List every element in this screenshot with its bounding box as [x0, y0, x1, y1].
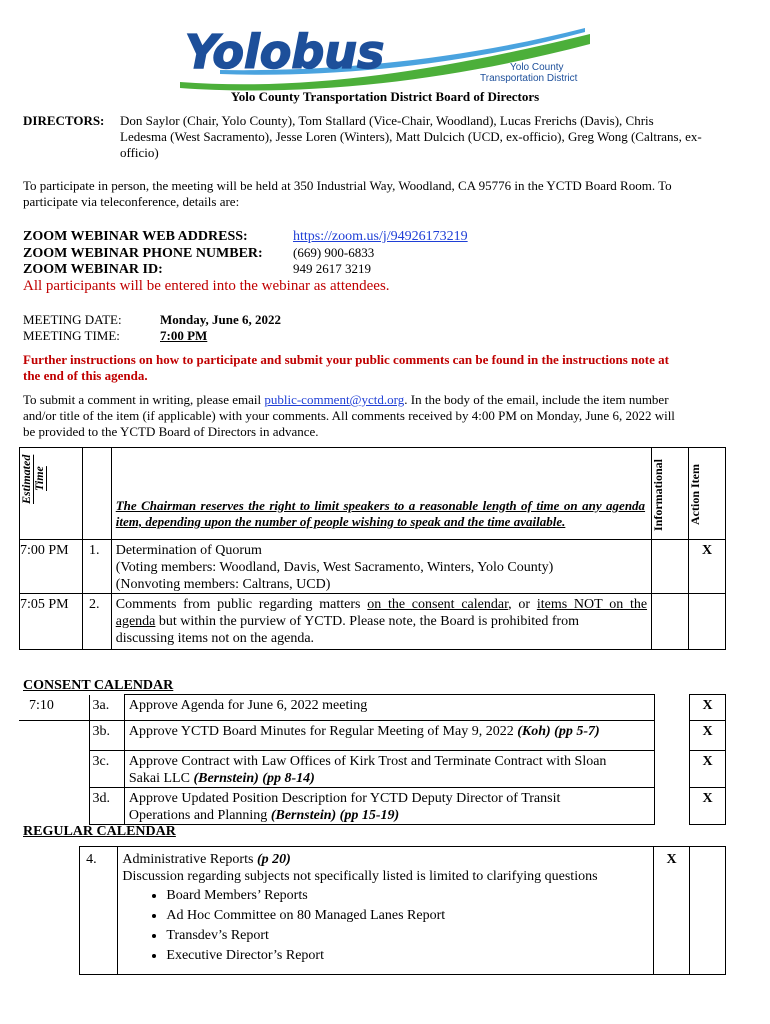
further-line: Further instructions on how to participate and submit your public comments can be found in the instructions note at	[23, 352, 669, 367]
informational-header	[652, 448, 689, 540]
consent-time: 7:10	[19, 695, 90, 721]
zoom-phone-value: (669) 900-6833	[293, 245, 375, 260]
further-instructions	[23, 352, 753, 384]
regular-text	[118, 847, 654, 975]
list-item: • Executive Director’s Report	[166, 947, 649, 964]
item-text-underlined: on the consent calendar	[367, 597, 509, 612]
item-text	[111, 540, 651, 594]
table-row	[19, 847, 726, 975]
table-row	[19, 695, 726, 721]
regular-table	[19, 846, 726, 975]
consent-text	[124, 721, 654, 751]
consent-action: X	[690, 721, 726, 751]
item-line: (Voting members: Woodland, Davis, West Sacramento, Winters, Yolo County)	[115, 560, 554, 575]
submit-line: be provided to the YCTD Board of Directors in advance.	[23, 424, 319, 439]
item-action: X	[689, 540, 726, 594]
chairman-note-cell	[111, 448, 651, 540]
submit-line	[23, 392, 758, 408]
estimated-time-label: Estimated Time	[19, 454, 46, 504]
table-row	[19, 788, 726, 825]
consent-info	[654, 788, 690, 825]
consent-text-part: Operations and Planning	[128, 808, 271, 823]
meeting-time-value: 7:00 PM	[160, 328, 208, 343]
consent-time	[19, 751, 90, 788]
svg-text:Yolobus: Yolobus	[185, 25, 385, 79]
regular-title: Administrative Reports	[122, 852, 257, 867]
board-title: Yolo County Transportation District Board of Directors	[230, 89, 540, 104]
participate-text	[23, 178, 753, 210]
item-num: 1.	[82, 540, 111, 594]
participate-line: participate via teleconference, details are:	[23, 194, 240, 209]
submit-line: and/or title of the item (if applicable) with your comments. All comments received by 4:00 PM on Monday, June 6, 2022 will	[23, 408, 675, 423]
consent-ref: (Bernstein) (pp 15-19)	[270, 808, 400, 823]
item-text-part: Comments from public regarding matters	[115, 597, 368, 612]
item-time: 7:05 PM	[20, 594, 83, 650]
consent-info	[654, 695, 690, 721]
item-text-underlined: agenda	[115, 614, 156, 629]
consent-table	[19, 694, 726, 825]
table-header-row	[20, 448, 726, 540]
further-line: the end of this agenda.	[23, 368, 148, 383]
consent-info	[654, 721, 690, 751]
item-info	[652, 540, 689, 594]
item-time: 7:00 PM	[20, 540, 83, 594]
consent-text-part: Approve Agenda for June 6, 2022 meeting	[128, 698, 368, 713]
item-line: Determination of Quorum	[115, 543, 262, 558]
item-text-underlined: items NOT on the	[536, 597, 648, 612]
informational-label: Informational	[651, 459, 666, 531]
regular-num: 4.	[80, 847, 118, 975]
consent-info	[654, 751, 690, 788]
consent-num: 3a.	[90, 695, 124, 721]
table-row	[20, 594, 726, 650]
list-item: • Board Members’ Reports	[166, 887, 649, 904]
logo-line1: Yolo County	[510, 62, 564, 73]
consent-time	[19, 721, 90, 751]
item-line: discussing items not on the agenda.	[115, 631, 315, 646]
item-text	[111, 594, 651, 650]
consent-text	[124, 788, 654, 825]
consent-action: X	[690, 695, 726, 721]
action-item-label: Action Item	[688, 464, 703, 526]
consent-num: 3d.	[90, 788, 124, 825]
item-text-part: , or	[508, 597, 537, 612]
consent-text	[124, 695, 654, 721]
consent-text-line2	[129, 807, 650, 824]
participate-line: To participate in person, the meeting will be held at 350 Industrial Way, Woodland, CA 95776 in the YCTD Board Room. To	[23, 178, 672, 193]
agenda-table	[19, 447, 726, 650]
item-action	[689, 594, 726, 650]
item-line: (Nonvoting members: Caltrans, UCD)	[115, 577, 331, 592]
consent-text-part: Approve YCTD Board Minutes for Regular Meeting of May 9, 2022	[128, 724, 518, 739]
consent-ref: (Koh) (pp 5-7)	[517, 724, 600, 739]
table-row	[20, 540, 726, 594]
estimated-time-header	[20, 448, 83, 540]
regular-info: X	[653, 847, 689, 975]
consent-num: 3b.	[90, 721, 124, 751]
zoom-id-label: ZOOM WEBINAR ID:	[23, 262, 163, 277]
directors-line: Ledesma (West Sacramento), Jesse Loren (Winters), Matt Dulcich (UCD, ex-officio), Greg Wong (Caltrans, ex-	[120, 129, 702, 144]
consent-num: 3c.	[90, 751, 124, 788]
zoom-web-link[interactable]: https://zoom.us/j/94926173219	[293, 229, 468, 244]
attendee-note: All participants will be entered into the webinar as attendees.	[23, 278, 390, 294]
report-list	[122, 887, 649, 964]
consent-time	[19, 788, 90, 825]
meeting-date-value: Monday, June 6, 2022	[160, 312, 281, 327]
regular-title-line	[122, 851, 649, 868]
submit-post: . In the body of the email, include the item number	[404, 392, 669, 407]
meeting-date-label: MEETING DATE:	[23, 312, 122, 327]
submit-pre: To submit a comment in writing, please email	[23, 392, 265, 407]
zoom-phone-label: ZOOM WEBINAR PHONE NUMBER:	[23, 246, 263, 261]
table-row	[19, 721, 726, 751]
num-header	[82, 448, 111, 540]
regular-desc: Discussion regarding subjects not specifically listed is limited to clarifying questions	[122, 869, 598, 884]
yolobus-logo	[180, 20, 590, 92]
directors-line: Don Saylor (Chair, Yolo County), Tom Stallard (Vice-Chair, Woodland), Lucas Frerichs (Davis), Chris	[120, 113, 654, 128]
consent-text-part: Approve Contract with Law Offices of Kirk Trost and Terminate Contract with Sloan	[128, 754, 607, 769]
item-text-part: but within the purview of YCTD. Please note, the Board is prohibited from	[155, 614, 580, 629]
consent-text-line2	[129, 770, 650, 787]
consent-calendar-heading: CONSENT CALENDAR	[23, 678, 174, 693]
zoom-id-value: 949 2617 3219	[293, 261, 371, 276]
consent-action: X	[690, 751, 726, 788]
consent-action: X	[690, 788, 726, 825]
action-item-header	[689, 448, 726, 540]
item-info	[652, 594, 689, 650]
public-comment-email-link[interactable]: public-comment@yctd.org	[264, 392, 405, 407]
consent-ref: (Bernstein) (pp 8-14)	[193, 771, 315, 786]
directors-list	[120, 113, 750, 161]
consent-text	[124, 751, 654, 788]
item-num: 2.	[82, 594, 111, 650]
directors-label: DIRECTORS:	[23, 113, 105, 128]
consent-text-part: Sakai LLC	[128, 771, 194, 786]
regular-ref: (p 20)	[256, 852, 291, 867]
consent-text-part: Approve Updated Position Description for YCTD Deputy Director of Transit	[128, 791, 561, 806]
submit-comment-text	[23, 392, 758, 440]
zoom-web-label: ZOOM WEBINAR WEB ADDRESS:	[23, 229, 248, 244]
chairman-note: The Chairman reserves the right to limit speakers to a reasonable length of time on any agenda item, depending upon the number of people wishing to speak and the time available.	[115, 498, 646, 529]
regular-time	[19, 847, 80, 975]
table-row	[19, 751, 726, 788]
list-item: • Ad Hoc Committee on 80 Managed Lanes Report	[166, 907, 649, 924]
meeting-time-label: MEETING TIME:	[23, 328, 120, 343]
directors-line: officio)	[120, 145, 159, 160]
regular-calendar-heading: REGULAR CALENDAR	[23, 824, 176, 839]
logo-line2: Transportation District	[480, 73, 578, 84]
regular-action	[690, 847, 726, 975]
list-item: • Transdev’s Report	[166, 927, 649, 944]
